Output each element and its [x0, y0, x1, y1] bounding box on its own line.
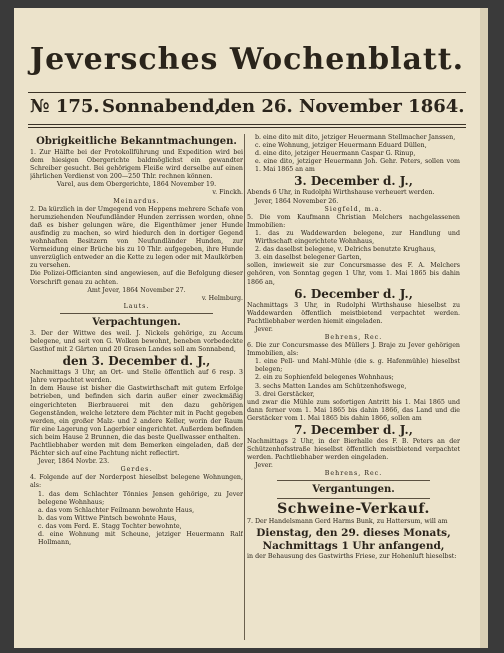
section-heading-auctions: Vergantungen. — [312, 484, 395, 496]
notice-4-item: 1. das dem Schlachter Tönnies Jensen gehörige, zu Jever belegene Wohnhaus; — [38, 490, 243, 506]
column-divider — [244, 134, 245, 640]
notice-6-item: 3. sechs Matten Landes am Schützenhofswege, — [255, 382, 407, 390]
section-divider — [277, 480, 430, 481]
section-divider — [277, 498, 430, 499]
notice-4-place: Jever, 1864 November 26. — [255, 197, 339, 205]
page-edge — [480, 8, 488, 648]
notice-4-item: a. das vom Schlachter Feilmann bewohnte Haus, — [38, 506, 195, 514]
notice-5-item: 1. das zu Waddewarden belegene, zur Handlung und Wirthschaft eingerichtete Wohnhaus, — [255, 229, 460, 246]
notice-6-text: 6. Die zur Concursmasse des Müllers J. Braje zu Jever gehörigen Immobilien, als: — [247, 342, 460, 358]
header-rule-top — [28, 92, 466, 93]
notice-3-text: 3. Der der Wittwe des weil. J. Nickels gehörige, zu Accum belegene, und seit von G. Wolken bewohnt, beneben vorbedeckte Gasthof mit 2 Gärten und 20 Grasen Landes soll am Sonnabend, — [30, 329, 243, 354]
notice-3-signature: Gerdes. — [120, 466, 153, 474]
notice-5-item: 3. ein daselbst belegener Garten, — [255, 254, 362, 262]
left-column — [30, 134, 243, 642]
issue-number: № 175. — [30, 96, 100, 117]
section-divider — [60, 313, 213, 314]
notice-6-text-b: und zwar die Mühle zum sofortigen Antritt bis 1. Mai 1865 und dann ferner vom 1. Mai 1865 bis dahin 1866, das Land und die Gerstäcker vom 1. Mai 1865 bis dahin 1866, sollen am — [247, 398, 460, 422]
notice-6-item: 3. drei Gerstäcker, — [255, 390, 315, 398]
notice-2-place: Amt Jever, 1864 November 27. — [87, 286, 186, 294]
notice-2-signature-2: Lauts. — [123, 302, 150, 310]
notice-6-item: 1. eine Pell- und Mahl-Mühle (die s. g. Hafenmühle) hieselbst belegen; — [255, 358, 460, 374]
notice-3-date: den 3. December d. J., — [62, 354, 211, 369]
notice-4-item: d. eine Wohnung mit Scheune, jetziger Heuermann Ralf Hollmann, — [38, 531, 243, 547]
notice-6-text-c: Nachmittags 2 Uhr, in der Bierhalle des F. B. Peters an der Schützenhofsstraße hieselbst öffentlich meistbietend verpachtet werden. Pachtliebhaber werden eingeladen. — [247, 438, 460, 462]
notice-4-item: b. eine dito mit dito, jetziger Heuermann Stellmacher Janssen, — [255, 134, 456, 141]
notice-6-date: 7. December d. J., — [294, 423, 413, 437]
notice-4-item: c. eine Wohnung, jetziger Heuermann Eduard Düllen, — [255, 142, 427, 150]
section-heading-leases: Verpachtungen. — [92, 316, 181, 328]
section-heading-pig-sale: Schweine-Verkauf. — [277, 501, 430, 518]
notice-5-text-b: sollen, inwieweit sie zur Concursmasse des F. A. Melchers gehören, von Sonntag gegen 1 Uhr, vom 1. Mai 1865 bis dahin 1866 an, — [247, 262, 460, 286]
notice-3-place: Jever, 1864 Novbr. 23. — [38, 458, 110, 466]
notice-1-signature: v. Finckh. — [212, 189, 243, 197]
masthead-title: Jeversches Wochenblatt. — [29, 42, 465, 77]
notice-5-date: 6. December d. J., — [294, 286, 413, 301]
notice-7-text-b: in der Behausung des Gastwirths Friese, zur Hohenluft hieselbst: — [247, 552, 457, 560]
notice-4-item: d. eine dito, jetziger Heuermann Caspar G. Rinup, — [255, 150, 416, 158]
notice-6-signature: Behrens, Rec. — [324, 470, 383, 478]
notice-7-time: Nachmittags 1 Uhr anfangend, — [262, 539, 445, 552]
notice-1-place: Varel, aus dem Obergerichte, 1864 November 19. — [56, 181, 217, 189]
right-column — [247, 134, 460, 642]
notice-5-item: 2. das daselbst belegene, v. Delrichs benutzte Krughaus, — [255, 246, 436, 254]
notice-5-signature: Behrens, Rec. — [324, 333, 383, 341]
issue-weekday: Sonnabend, — [102, 96, 221, 117]
notice-4-text: 4. Folgende auf der Norderpost hieselbst belegene Wohnungen, als: — [30, 474, 243, 490]
notice-4-signature: Siegfeld, m.a. — [324, 205, 383, 213]
notice-4-date: 3. December d. J., — [294, 174, 413, 189]
notice-1-signature-2: Meinardus. — [113, 197, 160, 205]
notice-3-text-d: Pachtliebhaber werden mit dem Bemerken eingeladen, daß der Pächter sich auf eine Pachtung nicht reflectirt. — [30, 442, 243, 458]
notice-4-item: b. das vom Wittwe Pintsch bewohnte Haus, — [38, 514, 177, 522]
notice-4-item: c. das vom Ferd. E. Stagg Tochter bewohnte, — [38, 522, 182, 530]
notice-3-text-c: In dem Hause ist bisher die Gastwirthschaft mit gutem Erfolge betrieben, und befinden sich darin außer einer zweckmäßig eingerichteten Bierbrauerei mit den dazu gehörigen Gegenständen, welche letztere dem Pächter mit in Pacht gegeben werden, ein großer Malz- und 2 andere Keller, worin der Raum für eine Lagerung von Lagerbier eingerichtet. Außerdem befinden sich beim Hause 2 Brunnen, die das beste Quellwasser enthalten. — [30, 385, 243, 441]
header-rule-bottom-thin — [28, 127, 466, 128]
notice-3-text-b: Nachmittags 3 Uhr, an Ort- und Stelle öffentlich auf 6 resp. 3 Jahre verpachtet werden. — [30, 369, 243, 385]
notice-2-text: 2. Da kürzlich in der Umgegend von Heppens mehrere Schafe von herumziehenden Neufundländer Hunden zerrissen worden, ohne daß es bisher gelungen wäre, die Eigenthümer jener Hunde ausfindig zu machen, so wird hiedurch den in dortiger Gegend wohnhaften Besitzern von Neufundländer Hunden, zur Vermeidung einer Brüche bis zu 10 Thlr. aufgegeben, ihre Hunde unverzüglich entweder an die Kette zu legen oder mit Maulkörben zu versehen. — [30, 205, 243, 270]
notice-7-text: 7. Der Handelsmann Gerd Harms Bunk, zu Hattersum, will am — [247, 518, 448, 526]
header-rule-bottom — [28, 124, 466, 125]
notice-6-place: Jever. — [255, 462, 273, 470]
notice-5-text-c: Nachmittags 3 Uhr, in Rudolphi Wirthshause hieselbst zu Waddewarden öffentlich meistbietend verpachtet werden. Pachtliebhaber werden hiemit eingeladen. — [247, 301, 460, 325]
notice-1-text: 1. Zur Hälfte bei der Protokollführung und Expedition wird bei dem hiesigen Obergerichte baldmöglichst ein gewandter Schreiber gesucht. Bei gehörigem Fleiße wird derselbe auf einen jährlichen Verdienst von 200—250 Thlr. rechnen können. — [30, 149, 243, 181]
notice-5-text: 5. Die vom Kaufmann Christian Melchers nachgelassenen Immobilien: — [247, 213, 460, 229]
newspaper-page — [14, 8, 480, 648]
notice-4-item: e. eine dito, jetziger Heuermann Joh. Gehr. Peters, sollen vom 1. Mai 1865 an am — [255, 158, 460, 174]
issue-date: den 26. November 1864. — [218, 96, 465, 117]
notice-6-item: 2. ein zu Sophienfeld belegenes Wohnhaus; — [255, 374, 394, 382]
issue-line — [30, 96, 466, 122]
notice-2-text-b: Die Polizei-Officianten sind angewiesen, auf die Befolgung dieser Vorschrift genau zu achten. — [30, 270, 243, 286]
notice-5-place: Jever. — [255, 325, 273, 333]
section-heading-official: Obrigkeitliche Bekanntmachungen. — [36, 136, 237, 147]
notice-2-signature: v. Helmburg. — [201, 294, 243, 302]
notice-7-date: Dienstag, den 29. dieses Monats, — [256, 526, 451, 539]
notice-4-text-b: Abends 6 Uhr, in Rudolphi Wirthshause verheuert werden. — [247, 189, 435, 197]
